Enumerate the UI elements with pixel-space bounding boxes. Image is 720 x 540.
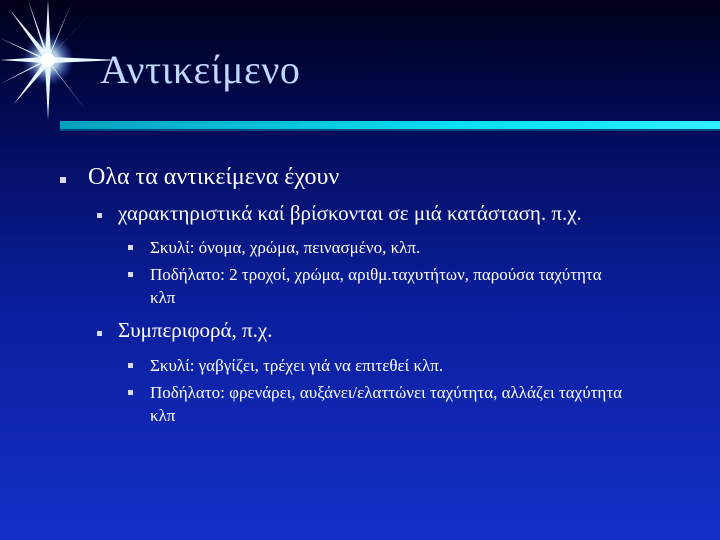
- title-underline-shadow: [60, 129, 720, 131]
- bullet-level3-text: Ποδήλατο: 2 τροχοί, χρώμα, αριθμ.ταχυτήτων, παρούσα ταχύτητα κλπ: [150, 265, 602, 307]
- square-bullet-icon: [97, 331, 102, 336]
- slide-title: Αντικείμενο: [100, 47, 301, 92]
- bullet-level3-text: Ποδήλατο: φρενάρει, αυξάνει/ελαττώνει ταχύτητα, αλλάζει ταχύτητα κλπ: [150, 383, 623, 425]
- bullet-level1-text: Ολα τα αντικείμενα έχουν: [88, 164, 340, 190]
- square-bullet-icon: [128, 390, 133, 395]
- bullet-level2-text: Συμπεριφορά, π.χ.: [118, 318, 273, 342]
- title-underline-bar: [60, 121, 720, 129]
- square-bullet-icon: [128, 245, 133, 250]
- square-bullet-icon: [128, 272, 133, 277]
- square-bullet-icon: [97, 213, 102, 218]
- bullet-level2-text: χαρακτηριστικά καί βρίσκονται σε μιά κατάσταση. π.χ.: [118, 201, 582, 225]
- bullet-level3-text: Σκυλί: γαβγίζει, τρέχει γιά να επιτεθεί κλπ.: [150, 356, 444, 375]
- square-bullet-icon: [128, 363, 133, 368]
- square-bullet-icon: [60, 177, 66, 183]
- bullet-level3-text: Σκυλί: όνομα, χρώμα, πεινασμένο, κλπ.: [150, 238, 421, 257]
